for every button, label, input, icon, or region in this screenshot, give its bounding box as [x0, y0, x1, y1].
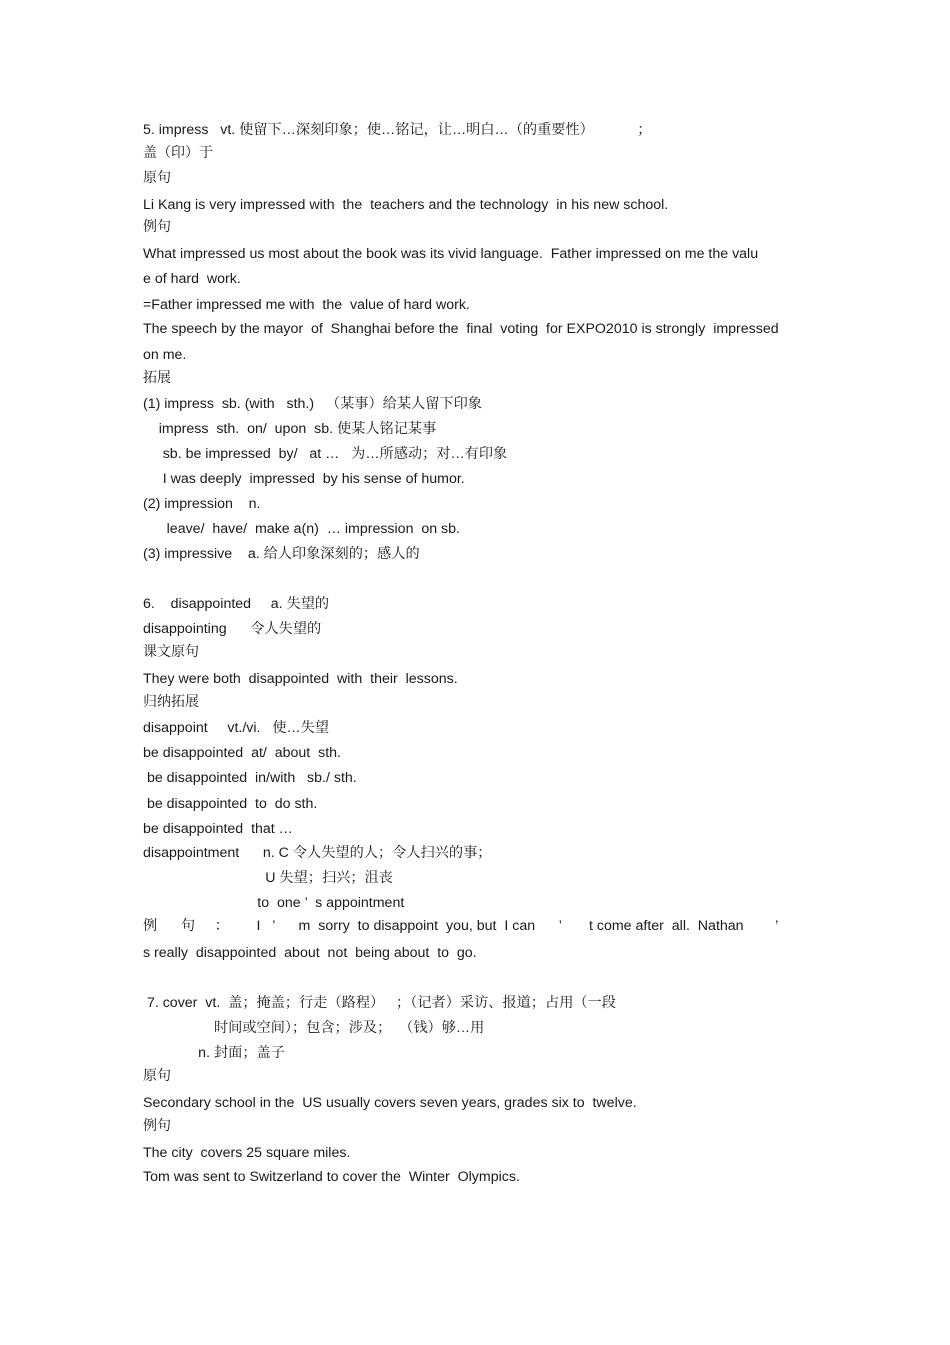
example-sentence: Li Kang is very impressed with the teachers and the technology in his new school.: [143, 197, 669, 213]
label-original-sentence: 原句: [143, 170, 171, 186]
usage-line: disappoint vt./vi. 使…失望: [143, 720, 330, 736]
usage-line: to one ’ s appointment: [143, 895, 405, 911]
definition-continuation: 时间或空间）；包含；涉及； （钱）够…用: [143, 1020, 485, 1036]
example-sentence: What impressed us most about the book was its vivid language. Father impressed on me the valu: [143, 246, 759, 262]
usage-line: impress sth. on/ upon sb. 使某人铭记某事: [143, 421, 437, 437]
entry-heading: 6. disappointed a. 失望的: [143, 596, 330, 612]
usage-line: be disappointed that …: [143, 821, 293, 837]
label-text-original: 课文原句: [143, 644, 199, 660]
usage-line: (3) impressive a. 给人印象深刻的；感人的: [143, 546, 420, 562]
label-extension: 拓展: [143, 370, 171, 386]
example-sentence: Tom was sent to Switzerland to cover the Winter Olympics.: [143, 1169, 520, 1185]
example-sentence: s really disappointed about not being about to go.: [143, 945, 477, 961]
usage-line: leave/ have/ make a(n) … impression on sb.: [143, 521, 460, 537]
usage-line: sb. be impressed by/ at … 为…所感动；对…有印象: [143, 446, 508, 462]
example-sentence: They were both disappointed with their lessons.: [143, 671, 458, 687]
example-sentence: =Father impressed me with the value of hard work.: [143, 297, 470, 313]
usage-line: I was deeply impressed by his sense of humor.: [143, 471, 465, 487]
entry-heading: 5. impress vt. 使留下…深刻印象；使…铭记，让…明白…（的重要性） ；: [143, 122, 652, 138]
usage-line: (2) impression n.: [143, 496, 261, 512]
label-original-sentence: 原句: [143, 1068, 171, 1084]
usage-line: (1) impress sb. (with sth.) （某事）给某人留下印象: [143, 396, 482, 412]
example-sentence: The city covers 25 square miles.: [143, 1145, 351, 1161]
entry-heading: 7. cover vt. 盖；掩盖；行走（路程） ；（记者）采访、报道；占用（一段: [143, 995, 616, 1011]
usage-line: be disappointed at/ about sth.: [143, 745, 341, 761]
example-sentence: The speech by the mayor of Shanghai before the final voting for EXPO2010 is strongly impressed: [143, 321, 779, 337]
example-sentence: e of hard work.: [143, 271, 241, 287]
usage-line: U 失望；扫兴；沮丧: [143, 870, 393, 886]
definition-continuation: 盖（印）于: [143, 145, 213, 161]
example-sentence: Secondary school in the US usually covers seven years, grades six to twelve.: [143, 1095, 637, 1111]
label-summary-extension: 归纳拓展: [143, 694, 199, 710]
definition-continuation: n. 封面；盖子: [143, 1045, 285, 1061]
example-sentence: on me.: [143, 347, 187, 363]
usage-line: disappointment n. C 令人失望的人；令人扫兴的事；: [143, 845, 492, 861]
usage-line: be disappointed in/with sb./ sth.: [143, 770, 357, 786]
label-example: 例句: [143, 1118, 171, 1134]
usage-line: be disappointed to do sth.: [143, 796, 318, 812]
usage-line: disappointing 令人失望的: [143, 621, 322, 637]
example-sentence: 例 句 ： I ’ m sorry to disappoint you, but I can ’ t come after all. Nathan ’: [143, 918, 779, 934]
label-example: 例句: [143, 219, 171, 235]
